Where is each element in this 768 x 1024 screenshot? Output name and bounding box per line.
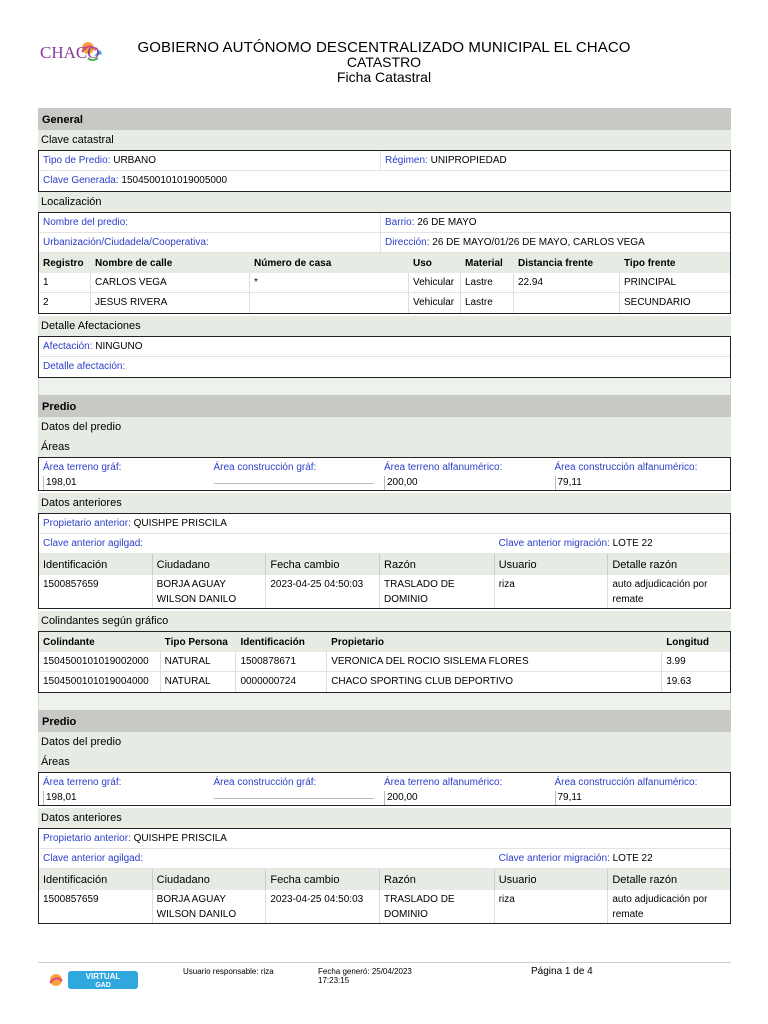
area-construccion-alfa [551,773,730,805]
clave-migracion-label: Clave anterior migración: [498,538,610,549]
clave-agilgad-field [39,849,495,868]
area-terreno-graf [39,458,210,490]
subsection-colindantes: Colindantes según gráfico [38,611,731,631]
col-razon: Razón [380,869,495,890]
historial-table-header [39,554,730,575]
tipo-predio-field [39,151,381,170]
localizacion-box [38,212,731,314]
table-row [39,575,730,608]
propietario-anterior-value: QUISHPE PRISCILA [133,518,227,529]
propietario-anterior-label: Propietario anterior: [43,518,131,529]
section-spacer [38,693,731,710]
urbanizacion-label: Urbanización/Ciudadela/Cooperativa: [43,237,209,248]
clave-agilgad-label: Clave anterior agilgad: [43,853,144,864]
clave-agilgad-field [39,534,495,553]
col-usuario: Usuario [495,554,609,575]
calle-tipo-frente: PRINCIPAL [624,277,677,288]
clave-generada-value: 1504500101019005000 [121,175,228,186]
colindante-propietario: VERONICA DEL ROCIO SISLEMA FLORES [327,652,662,671]
subsection-areas: Áreas [38,752,731,772]
page-header [0,36,768,86]
regimen-label: Régimen: [385,155,428,166]
nombre-predio-label: Nombre del predio: [43,217,129,228]
col-distancia-frente: Distancia frente [518,258,594,269]
barrio-label: Barrio: [385,217,415,228]
virtual-gad-logo [46,967,142,993]
propietario-anterior-value: QUISHPE PRISCILA [133,833,227,844]
subsection-areas: Áreas [38,437,731,457]
areas-box [38,457,731,491]
clave-migracion-value: LOTE 22 [612,538,653,549]
col-fecha-cambio: Fecha cambio [266,869,380,890]
hist-detalle-razon: auto adjudicación por remate [612,894,708,920]
direccion-field [381,233,730,252]
clave-generada-field [39,171,730,191]
area-value: 79,11 [555,791,715,805]
col-colindante: Colindante [43,637,95,648]
area-construccion-graf [210,458,381,490]
logo-line1: VIRTUAL [85,972,121,981]
propietario-anterior-field [39,829,730,848]
calle-distancia: 22.94 [514,273,620,292]
calle-nombre: JESUS RIVERA [91,293,250,313]
area-label: Área construcción gráf: [213,777,317,788]
hist-identificacion: 1500857659 [39,890,153,923]
area-terreno-alfa [380,458,551,490]
section-general: General [38,108,731,130]
area-value: 79,11 [555,476,715,490]
area-label: Área terreno gráf: [43,462,122,473]
calle-distancia [514,293,620,313]
hist-fecha: 2023-04-25 04:50:03 [266,890,380,923]
col-registro: Registro [43,258,84,269]
colindante-longitud: 3.99 [666,656,686,667]
clave-migracion-value: LOTE 22 [612,853,653,864]
col-ciudadano: Ciudadano [153,869,267,890]
colindantes-box [38,631,731,693]
hist-usuario: riza [495,890,609,923]
hist-razon: TRASLADO DE DOMINIO [380,890,495,923]
usuario-responsable: Usuario responsable: riza [183,967,274,976]
calle-uso: Vehicular [409,273,461,292]
col-identificacion: Identificación [240,637,305,648]
colindante-longitud: 19.63 [666,676,692,687]
section-predio: Predio [38,710,731,732]
col-longitud: Longitud [666,637,709,648]
subsection-datos-predio: Datos del predio [38,732,731,752]
col-identificacion: Identificación [39,869,153,890]
direccion-label: Dirección: [385,237,430,248]
datos-anteriores-box [38,828,731,924]
nombre-predio-field [39,213,381,232]
table-row [39,293,730,313]
table-row [39,672,730,692]
fecha-generacion [318,967,412,985]
colindante-clave: 1504500101019002000 [39,652,161,671]
propietario-anterior-label: Propietario anterior: [43,833,131,844]
area-label: Área construcción alfanumérico: [554,777,698,788]
clave-agilgad-label: Clave anterior agilgad: [43,538,144,549]
afectaciones-box [38,336,731,378]
areas-box [38,772,731,806]
hist-fecha: 2023-04-25 04:50:03 [266,575,380,608]
calle-material: Lastre [461,273,514,292]
area-label: Área construcción alfanumérico: [554,462,698,473]
subsection-datos-anteriores: Datos anteriores [38,493,731,513]
col-identificacion: Identificación [39,554,153,575]
col-fecha-cambio: Fecha cambio [266,554,380,575]
colindante-identificacion: 1500878671 [236,652,327,671]
colindante-clave: 1504500101019004000 [39,672,161,692]
area-value: 200,00 [384,791,544,805]
area-value: 198,01 [43,791,203,805]
direccion-value: 26 DE MAYO/01/26 DE MAYO, CARLOS VEGA [432,237,645,248]
area-label: Área construcción gráf: [213,462,317,473]
area-value: 200,00 [384,476,544,490]
tipo-predio-value: URBANO [113,155,157,166]
colindante-tipo: NATURAL [161,652,237,671]
col-ciudadano: Ciudadano [153,554,267,575]
clave-migracion-field [495,534,730,553]
barrio-value: 26 DE MAYO [417,217,477,228]
barrio-field [381,213,730,232]
hist-ciudadano: BORJA AGUAY WILSON DANILO [153,575,267,608]
col-uso: Uso [413,258,432,269]
calle-uso: Vehicular [409,293,461,313]
hist-identificacion: 1500857659 [39,575,153,608]
area-terreno-graf [39,773,210,805]
afectacion-label: Afectación: [43,341,93,352]
calle-nombre: CARLOS VEGA [91,273,250,292]
col-numero-casa: Número de casa [254,258,332,269]
area-label: Área terreno alfanumérico: [384,777,503,788]
col-material: Material [465,258,503,269]
document-title: Ficha Catastral [336,69,432,85]
col-tipo-frente: Tipo frente [624,258,676,269]
area-value [214,483,374,484]
calle-tipo-frente: SECUNDARIO [624,297,691,308]
area-value [214,798,374,799]
subsection-localizacion: Localización [38,192,731,212]
clave-generada-label: Clave Generada: [43,175,119,186]
page-title: GOBIERNO AUTÓNOMO DESCENTRALIZADO MUNICIPAL EL CHACO [137,39,631,56]
subsection-datos-anteriores: Datos anteriores [38,808,731,828]
col-razon: Razón [380,554,495,575]
calle-registro: 2 [39,293,91,313]
logo-text: CHACO [40,43,100,62]
tipo-predio-label: Tipo de Predio: [43,155,111,166]
calle-registro: 1 [39,273,91,292]
calle-material: Lastre [461,293,514,313]
area-value: 198,01 [43,476,203,490]
col-usuario: Usuario [495,869,609,890]
table-row [39,652,730,672]
col-nombre-calle: Nombre de calle [95,258,173,269]
page-subtitle: CATASTRO [346,54,422,70]
regimen-field [381,151,730,170]
hist-detalle-razon: auto adjudicación por remate [612,579,708,605]
table-row [39,273,730,293]
page-number: Página 1 de 4 [531,966,593,977]
calle-numero: * [250,273,409,292]
subsection-clave-catastral: Clave catastral [38,130,731,150]
detalle-afectacion-label: Detalle afectación: [43,361,126,372]
section-predio: Predio [38,395,731,417]
colindante-identificacion: 0000000724 [236,672,327,692]
area-construccion-alfa [551,458,730,490]
datos-anteriores-box [38,513,731,609]
hist-ciudadano: BORJA AGUAY WILSON DANILO [153,890,267,923]
ficha-content [38,108,731,924]
hora-line: 17:23:15 [318,976,350,985]
afectacion-value: NINGUNO [95,341,143,352]
calle-numero [250,293,409,313]
detalle-afectacion-field [39,357,730,377]
area-label: Área terreno alfanumérico: [384,462,503,473]
col-detalle-razon: Detalle razón [612,559,678,571]
col-tipo-persona: Tipo Persona [164,637,228,648]
fecha-line: Fecha generó: 25/04/2023 [318,967,412,976]
afectacion-field [39,337,730,356]
col-detalle-razon: Detalle razón [612,874,678,886]
clave-migracion-label: Clave anterior migración: [498,853,610,864]
colindante-tipo: NATURAL [161,672,237,692]
table-row [39,890,730,923]
propietario-anterior-field [39,514,730,533]
subsection-datos-predio: Datos del predio [38,417,731,437]
historial-table-header [39,869,730,890]
colindante-propietario: CHACO SPORTING CLUB DEPORTIVO [327,672,662,692]
colindantes-table-header [39,632,730,652]
urbanizacion-field [39,233,381,252]
section-spacer [38,378,731,395]
clave-migracion-field [495,849,730,868]
page-footer [38,962,731,1002]
clave-catastral-box [38,150,731,192]
calles-table-header [39,253,730,273]
regimen-value: UNIPROPIEDAD [430,155,507,166]
hist-razon: TRASLADO DE DOMINIO [380,575,495,608]
logo-line2: GAD [95,982,111,989]
hist-usuario: riza [495,575,609,608]
area-construccion-graf [210,773,381,805]
subsection-detalle-afectaciones: Detalle Afectaciones [38,316,731,336]
area-label: Área terreno gráf: [43,777,122,788]
area-terreno-alfa [380,773,551,805]
col-propietario: Propietario [331,637,384,648]
